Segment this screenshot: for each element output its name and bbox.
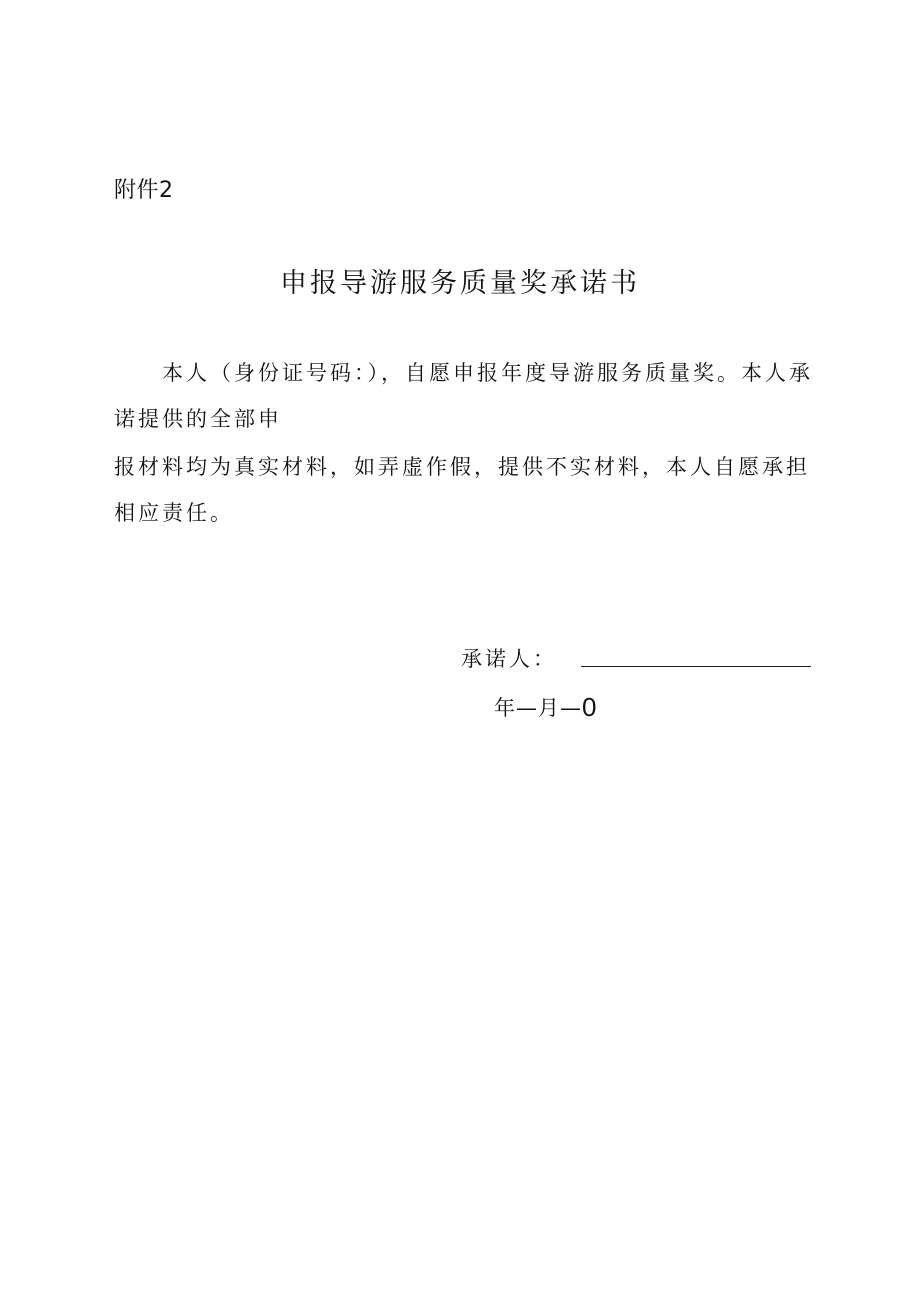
body-line-3: 报材料均为真实材料，如弄虚作假，提供不实材料，本人自愿承担 <box>114 455 810 479</box>
date-row <box>494 690 597 725</box>
body-line-2: 诺提供的全部申 <box>114 407 282 431</box>
document-title: 申报导游服务质量奖承诺书 <box>280 268 640 299</box>
signature-label: 承诺人： <box>461 647 557 671</box>
attachment-label: 附件2 <box>114 178 174 203</box>
body-line-4: 相应责任。 <box>114 501 234 525</box>
body-line-1: 本人（身份证号码：），自愿申报年度导游服务质量奖。本人承 <box>162 361 813 385</box>
signature-row <box>461 644 811 674</box>
date-text: 年—月— <box>494 696 582 720</box>
signature-line <box>581 666 811 667</box>
date-trailing: 0 <box>582 692 598 722</box>
